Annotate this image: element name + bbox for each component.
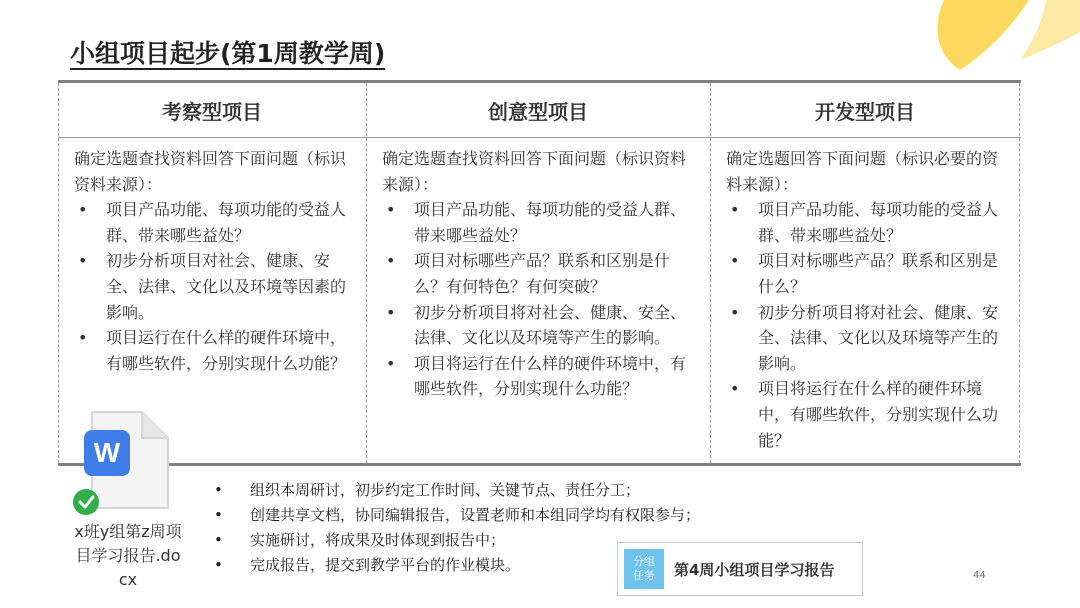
list-item: • 项目产品功能、每项功能的受益人群、带来哪些益处？ (726, 197, 1006, 248)
task-card-title: 第4周小组项目学习报告 (674, 560, 835, 579)
attachment-filename: x班y组第z周项目学习报告.docx (74, 522, 182, 589)
page-number: 44 (973, 570, 986, 581)
cell-list (382, 197, 696, 402)
list-item: • 初步分析项目对社会、健康、安全、法律、文化以及环境等因素的影响。 (74, 248, 350, 325)
corner-decoration (900, 0, 1080, 80)
list-item: • 项目对标哪些产品？联系和区别是什么？有何特色？有何突破？ (382, 248, 696, 299)
table-right-border (1019, 83, 1020, 463)
table-bottom-border (58, 463, 1021, 466)
cell-list (74, 197, 350, 376)
list-item: • 完成报告，提交到教学平台的作业模块。 (212, 553, 700, 578)
column-cell-survey (74, 146, 350, 376)
task-badge-line: 分组 (633, 555, 655, 568)
word-document-icon (72, 410, 184, 518)
word-document-attachment[interactable] (72, 410, 184, 600)
column-header-creative: 创意型项目 (488, 100, 588, 124)
list-item: • 项目将运行在什么样的硬件环境中，有哪些软件，分别实现什么功能？ (726, 376, 1006, 453)
column-cell-development (726, 146, 1006, 453)
cell-intro: 确定选题回答下面问题（标识必要的资料来源）： (726, 149, 999, 194)
task-badge (624, 549, 664, 589)
list-item: • 项目运行在什么样的硬件环境中，有哪些软件，分别实现什么功能？ (74, 325, 350, 376)
check-badge-icon (73, 489, 99, 515)
word-icon-letter: W (93, 437, 121, 468)
task-badge-line: 任务 (633, 569, 655, 582)
table-left-border (58, 83, 59, 463)
list-item: • 项目产品功能、每项功能的受益人群、带来哪些益处？ (382, 197, 696, 248)
list-item: • 初步分析项目将对社会、健康、安全、法律、文化以及环境等产生的影响。 (382, 300, 696, 351)
column-cell-creative (382, 146, 696, 402)
list-item: • 组织本周研讨，初步约定工作时间、关键节点、责任分工； (212, 478, 700, 503)
column-divider (366, 83, 367, 463)
list-item: • 项目产品功能、每项功能的受益人群、带来哪些益处？ (74, 197, 350, 248)
cell-list (726, 197, 1006, 453)
list-item: • 项目对标哪些产品？联系和区别是什么？ (726, 248, 1006, 299)
column-header-survey: 考察型项目 (162, 100, 262, 124)
list-item: • 创建共享文档，协同编辑报告，设置老师和本组同学均有权限参与； (212, 503, 700, 528)
slide-title: 小组项目起步(第1周教学周) (70, 39, 386, 68)
cell-intro: 确定选题查找资料回答下面问题（标识资料来源）： (74, 149, 347, 194)
column-header-development: 开发型项目 (815, 100, 915, 124)
project-type-table (58, 80, 1021, 466)
column-divider (710, 83, 711, 463)
list-item: • 项目将运行在什么样的硬件环境中，有哪些软件，分别实现什么功能？ (382, 351, 696, 402)
list-item: • 初步分析项目将对社会、健康、安全、法律、文化以及环境等产生的影响。 (726, 300, 1006, 377)
cell-intro: 确定选题查找资料回答下面问题（标识资料来源）： (382, 149, 687, 194)
list-item: • 实施研讨，将成果及时体现到报告中； (212, 528, 700, 553)
task-card[interactable] (617, 542, 863, 596)
